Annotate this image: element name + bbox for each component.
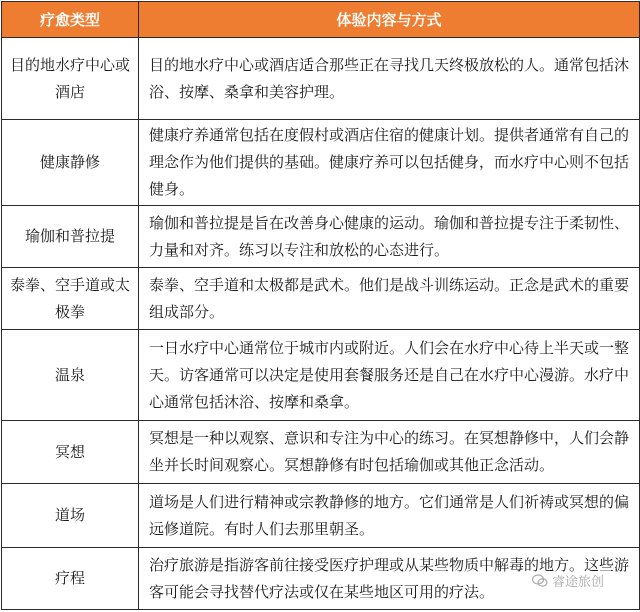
therapy-type-cell: 目的地水疗中心或酒店 xyxy=(2,38,139,120)
description-cell: 治疗旅游是指游客前往接受医疗护理或从某些物质中解毒的地方。这些游客可能会寻找替代疗法或仅在某些地区可用的疗法。 xyxy=(139,548,640,610)
header-experience-content: 体验内容与方式 xyxy=(139,2,640,38)
description-cell: 瑜伽和普拉提是旨在改善身心健康的运动。瑜伽和普拉提专注于柔韧性、力量和对齐。练习以专注和放松的心态进行。 xyxy=(139,206,640,268)
description-cell: 冥想是一种以观察、意识和专注为中心的练习。在冥想静修中，人们会静坐并长时间观察心。冥想静修有时包括瑜伽或其他正念活动。 xyxy=(139,421,640,484)
table-header-row xyxy=(2,2,640,38)
description-cell: 目的地水疗中心或酒店适合那些正在寻找几天终极放松的人。通常包括沐浴、按摩、桑拿和美容护理。 xyxy=(139,38,640,120)
therapy-type-cell: 泰拳、空手道或太极拳 xyxy=(2,268,139,330)
table-row xyxy=(2,421,640,484)
therapy-type-cell: 温泉 xyxy=(2,330,139,421)
therapy-types-table xyxy=(1,1,640,610)
table-row xyxy=(2,484,640,548)
watermark-text: 睿途旅创 xyxy=(551,575,604,590)
description-cell: 泰拳、空手道和太极都是武术。他们是战斗训练运动。正念是武术的重要组成部分。 xyxy=(139,268,640,330)
description-cell: 健康疗养通常包括在度假村或酒店住宿的健康计划。提供者通常有自己的理念作为他们提供的基础。健康疗养可以包括健身，而水疗中心则不包括健身。 xyxy=(139,120,640,206)
wechat-logo-icon xyxy=(532,574,548,588)
table-row xyxy=(2,268,640,330)
therapy-type-cell: 道场 xyxy=(2,484,139,548)
therapy-type-cell: 疗程 xyxy=(2,548,139,610)
watermark xyxy=(532,571,604,590)
description-cell: 道场是人们进行精神或宗教静修的地方。它们通常是人们祈祷或冥想的偏远修道院。有时人们去那里朝圣。 xyxy=(139,484,640,548)
table-row xyxy=(2,38,640,120)
header-therapy-type: 疗愈类型 xyxy=(2,2,139,38)
therapy-type-cell: 瑜伽和普拉提 xyxy=(2,206,139,268)
table-row xyxy=(2,330,640,421)
description-cell: 一日水疗中心通常位于城市内或附近。人们会在水疗中心待上半天或一整天。访客通常可以决定是使用套餐服务还是自己在水疗中心漫游。水疗中心通常包括沐浴、按摩和桑拿。 xyxy=(139,330,640,421)
table-row xyxy=(2,120,640,206)
therapy-type-cell: 健康静修 xyxy=(2,120,139,206)
therapy-type-cell: 冥想 xyxy=(2,421,139,484)
table-row xyxy=(2,206,640,268)
